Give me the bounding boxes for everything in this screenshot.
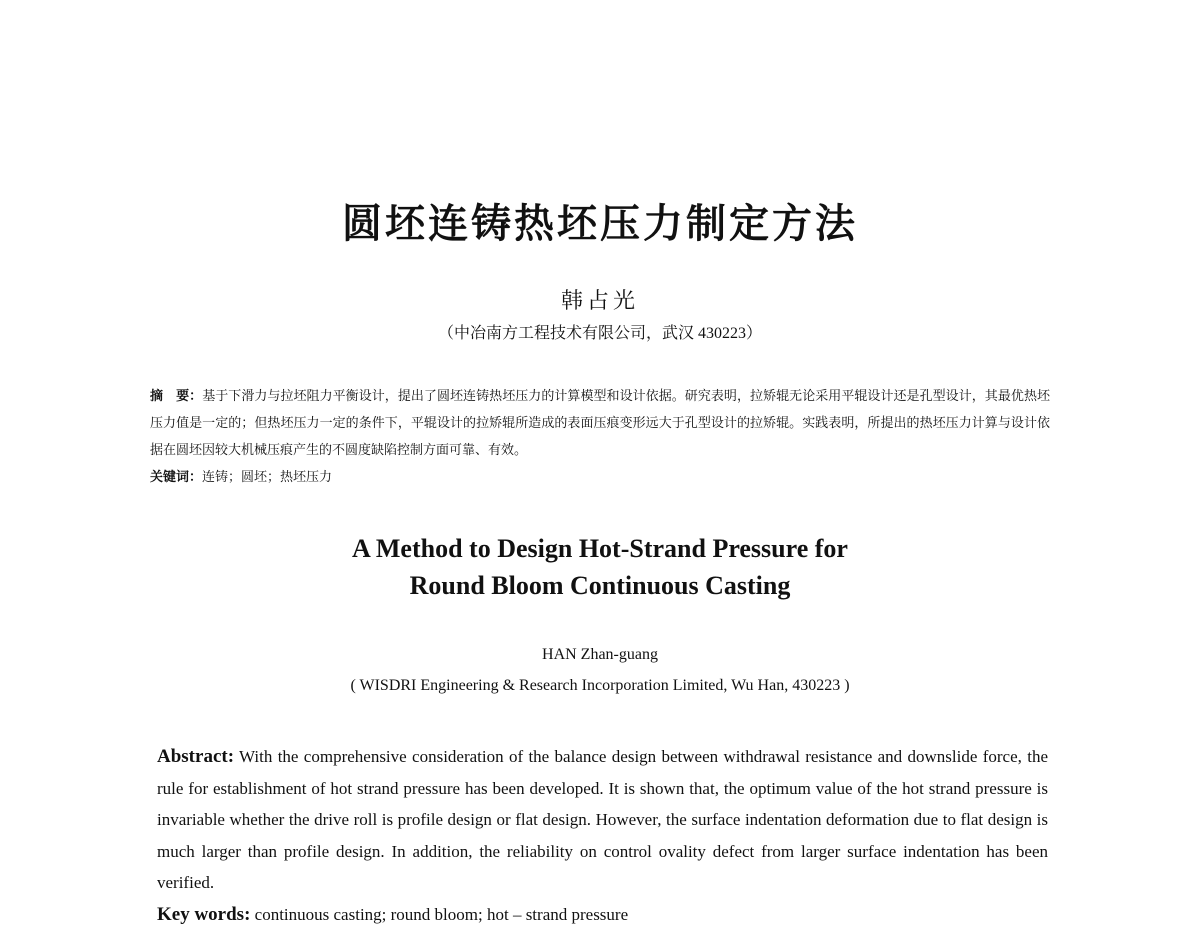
english-abstract-paragraph [157,741,1048,899]
english-abstract [157,741,1048,930]
english-abstract-text: With the comprehensive consideration of the balance design between withdrawal resistance and downslide force, the rule for establishment of hot strand pressure has been developed. It is shown that, the optimum value of the hot strand pressure is invariable whether the drive roll is profile design or flat design. However, the surface indentation deformation due to flat design is much larger than profile design. In addition, the reliability on control ovality defect from larger surface indentation has been verified. [157,747,1048,892]
chinese-abstract [150,383,1050,491]
chinese-keywords-text: 连铸；圆坯；热坯压力 [202,470,333,485]
chinese-keywords [150,464,1050,491]
english-abstract-label: Abstract: [157,746,235,767]
chinese-abstract-text: 基于下滑力与拉坯阻力平衡设计，提出了圆坯连铸热坯压力的计算模型和设计依据。研究表明，拉矫辊无论采用平辊设计还是孔型设计，其最优热坯压力值是一定的；但热坯压力一定的条件下，平辊设计的拉矫辊所造成的表面压痕变形远大于孔型设计的拉矫辊。实践表明，所提出的热坯压力计算与设计依据在圆坯因较大机械压痕产生的不圆度缺陷控制方面可靠、有效。 [150,389,1050,458]
chinese-affiliation: （中冶南方工程技术有限公司，武汉 430223） [437,325,762,342]
chinese-abstract-paragraph [150,383,1050,464]
english-keywords [157,899,1048,931]
english-title [0,530,1200,604]
chinese-abstract-label: 摘 要： [150,389,203,404]
chinese-author: 韩占光 [560,288,639,313]
english-author: HAN Zhan-guang [542,646,658,663]
english-affiliation: ( WISDRI Engineering & Research Incorporation Limited, Wu Han, 430223 ) [350,677,850,694]
english-title-line2: Round Bloom Continuous Casting [409,571,791,600]
chinese-title: 圆坯连铸热坯压力制定方法 [342,201,858,247]
english-title-line1: A Method to Design Hot-Strand Pressure for [352,534,848,563]
chinese-keywords-label: 关键词： [150,470,203,485]
english-keywords-text: continuous casting; round bloom; hot – strand pressure [250,904,629,924]
english-keywords-label: Key words: [157,903,251,925]
